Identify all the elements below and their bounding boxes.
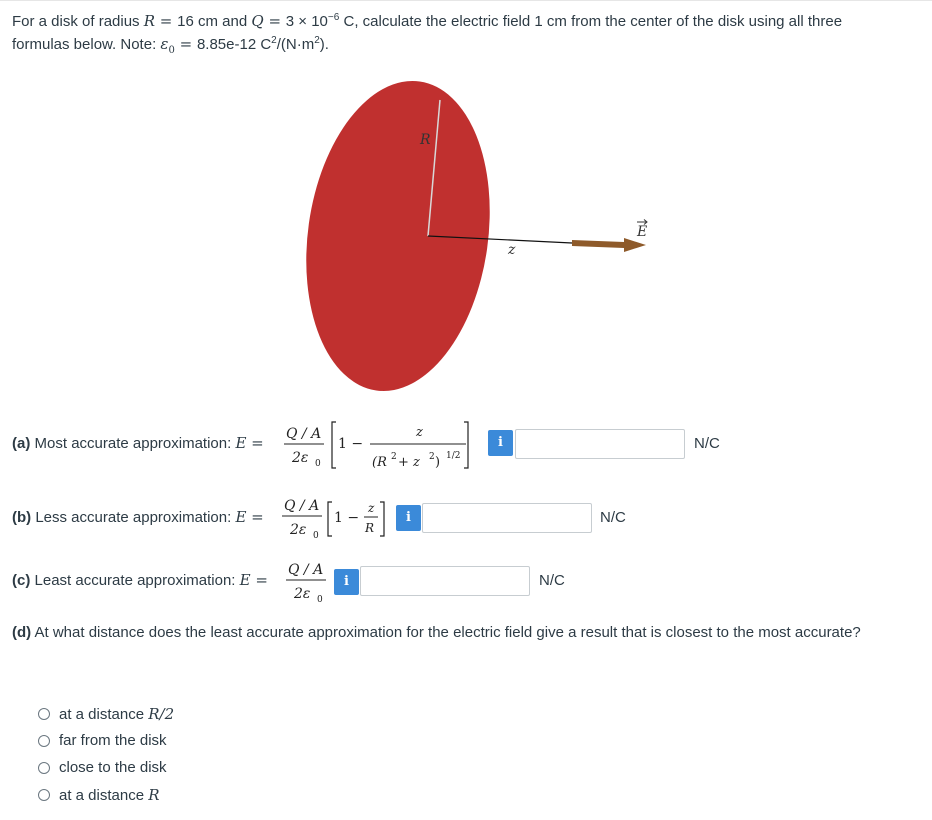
svg-text:1 −: 1 − [338, 436, 364, 452]
svg-text:(R: (R [372, 455, 387, 470]
unit-a: N/C [694, 435, 720, 452]
svg-text:0: 0 [313, 531, 319, 541]
svg-text:2ε: 2ε [294, 586, 311, 602]
part-a-tag: (a) [12, 435, 31, 452]
option-far-from-disk[interactable]: far from the disk [38, 727, 174, 754]
info-button-c[interactable]: i [334, 569, 359, 595]
part-c-label: Least accurate approximation: [34, 572, 240, 589]
svg-text:+ z: + z [398, 455, 420, 470]
charged-disk [290, 70, 509, 403]
svg-text:): ) [435, 455, 441, 470]
part-b-label: Less accurate approximation: [35, 509, 236, 526]
e-field-arrow [572, 238, 646, 252]
answer-options [38, 700, 174, 808]
part-d-tag: (d) [12, 624, 32, 641]
part-b-tag: (b) [12, 509, 32, 526]
formula-b [278, 492, 398, 542]
svg-text:1/2: 1/2 [446, 451, 461, 461]
svg-text:Q / A: Q / A [286, 426, 322, 442]
radius-label: R [420, 132, 431, 148]
part-d-text: At what distance does the least accurate approximation for the electric field give a result that is closest to the most accurate? [31, 624, 861, 641]
e-field-label: E [637, 224, 648, 240]
radio-button[interactable] [38, 762, 50, 774]
svg-text:2ε: 2ε [292, 450, 309, 466]
part-a-label: Most accurate approximation: [34, 435, 236, 452]
info-button-b[interactable]: i [396, 505, 421, 531]
option-distance-r[interactable]: at a distance R [38, 781, 174, 808]
unit-b: N/C [600, 509, 626, 526]
svg-text:Q / A: Q / A [284, 498, 320, 514]
disk-figure [290, 70, 690, 410]
problem-statement: For a disk of radius R = 16 cm and $Q = 3 \times 10^{-6}$ C, calculate the electric field 1 cm from the center of the disk using all three formulas below. Note: $\varepsilon_0 = 8.85e-12$ $C^2/(N\cdot m^2)$. [12, 12, 843, 56]
unit-c: N/C [539, 572, 565, 589]
answer-input-a[interactable] [515, 429, 685, 459]
radio-button[interactable] [38, 735, 50, 747]
svg-text:1 −: 1 − [334, 510, 360, 526]
option-half-r[interactable]: at a distance R/2 [38, 700, 174, 727]
answer-input-b[interactable] [422, 503, 592, 533]
svg-text:2: 2 [429, 452, 435, 462]
svg-text:0: 0 [315, 459, 321, 469]
radio-button[interactable] [38, 708, 50, 720]
top-divider [0, 0, 932, 1]
info-button-a[interactable]: i [488, 430, 513, 456]
part-c-tag: (c) [12, 572, 31, 589]
z-label: z [508, 242, 516, 258]
answer-input-c[interactable] [360, 566, 530, 596]
svg-text:z: z [368, 501, 375, 515]
option-close-to-disk[interactable]: close to the disk [38, 754, 174, 781]
formula-a [278, 418, 488, 474]
formula-c [282, 556, 332, 606]
question-d [12, 624, 861, 641]
svg-text:Q / A: Q / A [288, 562, 324, 578]
svg-text:R: R [365, 521, 375, 535]
radio-button[interactable] [38, 789, 50, 801]
svg-text:0: 0 [317, 595, 323, 605]
svg-text:z: z [416, 425, 423, 440]
svg-text:2ε: 2ε [290, 522, 307, 538]
svg-text:2: 2 [391, 452, 397, 462]
